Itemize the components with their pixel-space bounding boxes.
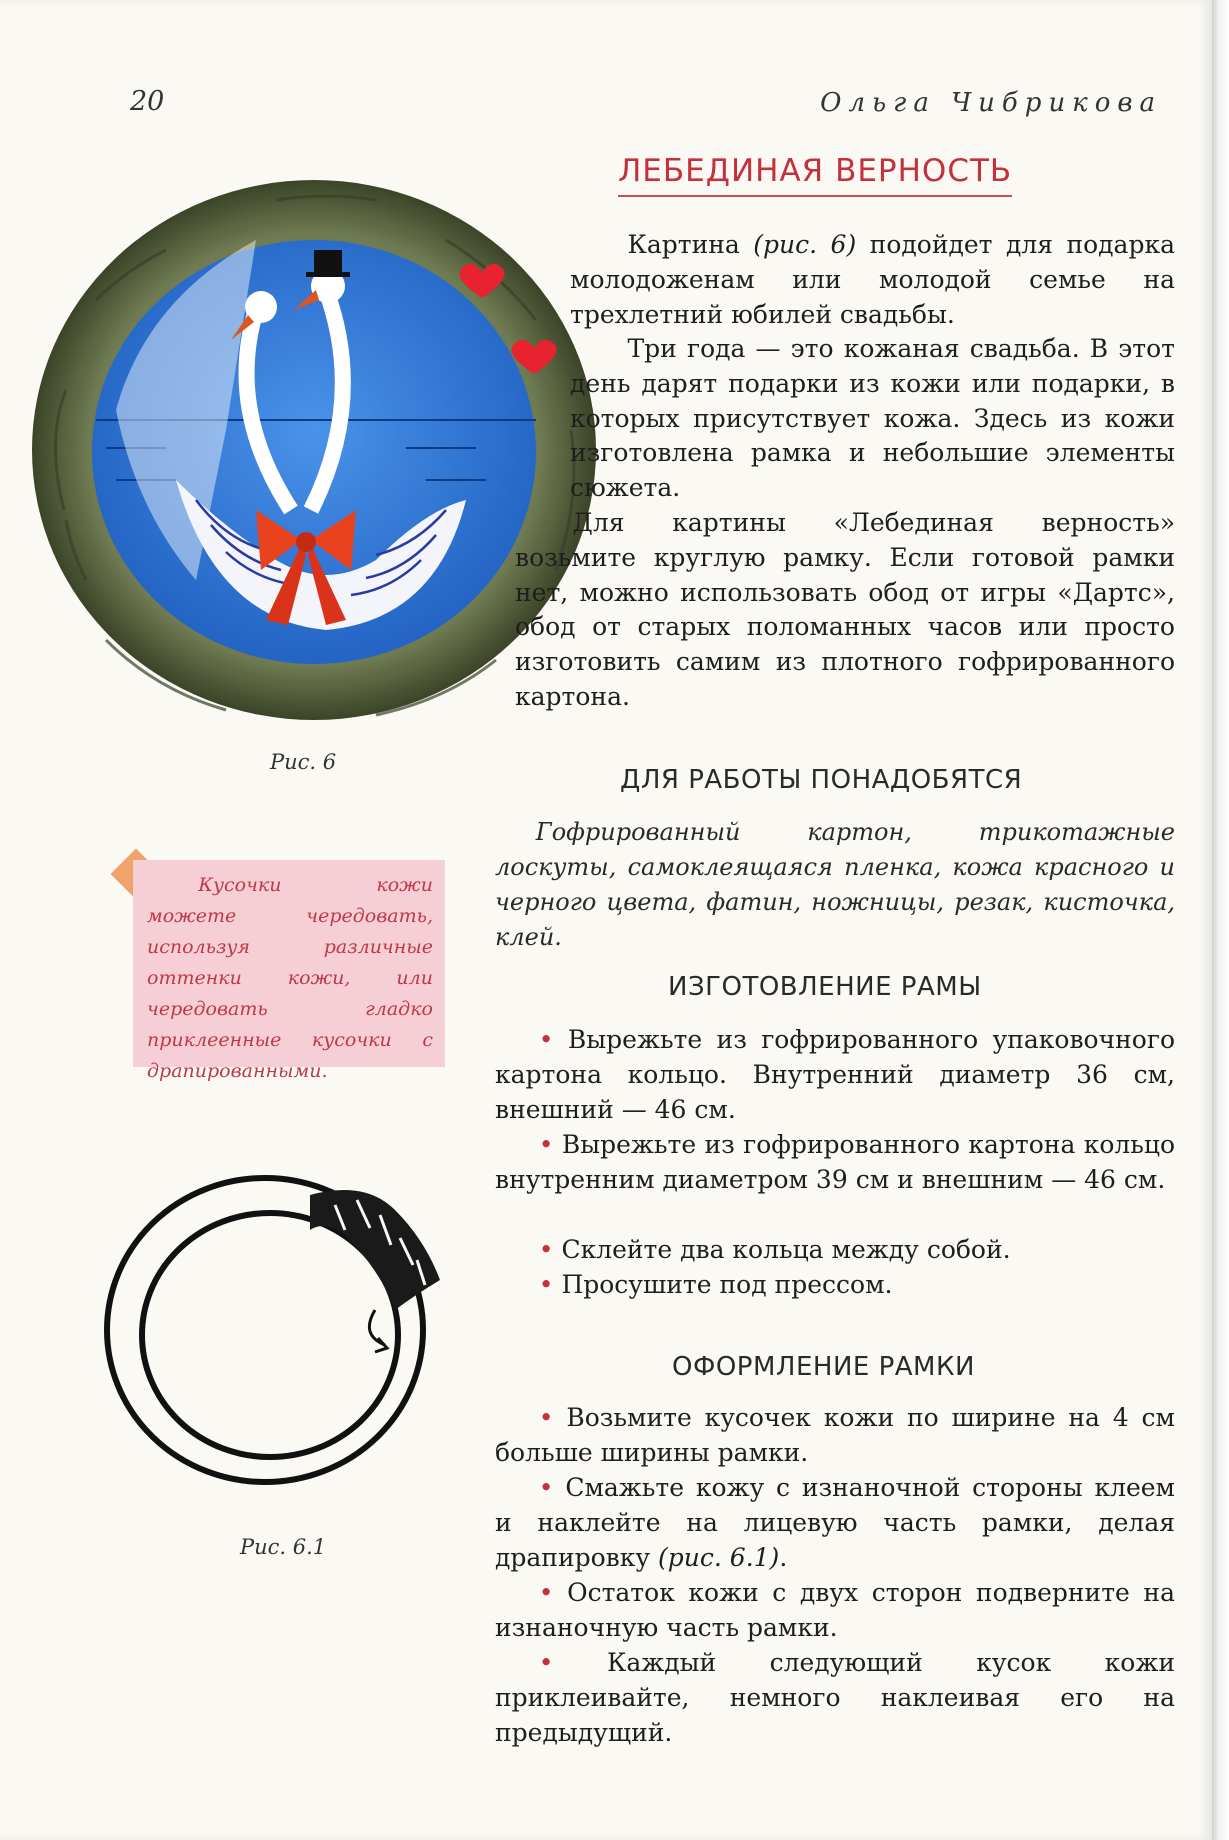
bullet-icon: • <box>538 1403 554 1432</box>
ring-drape-drawing <box>95 1160 455 1500</box>
figure-6-caption: Рис. 6 <box>270 750 337 774</box>
frame-decor-step-2: • Смажьте кожу с изнаночной стороны клеем и наклейте на лицевую часть рамки, делая драпировку (рис. 6.1). <box>495 1473 1175 1572</box>
frame-decor-step-4: • Каждый следующий кусок кожи приклеивайте, немного наклеивая его на предыдущий. <box>495 1648 1175 1747</box>
materials-list: Гофрированный картон, трикотажные лоскуты, самоклеящаяся пленка, кожа красного и черного цвета, фатин, ножницы, резак, кисточка, клей. <box>495 818 1175 951</box>
figure-6-1-caption: Рис. 6.1 <box>240 1535 327 1559</box>
bullet-icon: • <box>538 1648 554 1677</box>
frame-making-heading: ИЗГОТОВЛЕНИЕ РАМЫ <box>668 972 982 1002</box>
intro-paragraph-3: Для картины «Лебединая верность» возьмите круглую рамку. Если готовой рамки нет, можно использовать обод от игры «Дартс», обод от старых поломанных часов или просто изготовить самим из плотного гофрированного картона. <box>515 508 1175 711</box>
intro-paragraph-2: Три года — это кожаная свадьба. В этот день дарят подарки из кожи или подарки, в которых присутствует кожа. Здесь из кожи изготовлена рамка и небольшие элементы сюжета. <box>570 334 1175 503</box>
page-number: 20 <box>130 86 165 117</box>
article-title: ЛЕБЕДИНАЯ ВЕРНОСТЬ <box>618 153 1012 197</box>
bullet-icon: • <box>538 1130 554 1159</box>
tip-text: Кусочки кожи можете чередовать, используя различные оттенки кожи, или чередовать гладко приклеенные кусочки с драпированными. <box>147 874 433 1082</box>
intro-paragraph-1: Картина (рис. 6) подойдет для подарка молодоженам или молодой семье на трехлетний юбилей свадьбы. <box>570 230 1175 329</box>
running-header-author: Ольга Чибрикова <box>820 88 1162 118</box>
frame-making-step-4: • Просушите под прессом. <box>538 1270 893 1299</box>
materials-heading: ДЛЯ РАБОТЫ ПОНАДОБЯТСЯ <box>620 765 1023 795</box>
bullet-icon: • <box>538 1270 554 1299</box>
bullet-icon: • <box>538 1025 554 1054</box>
frame-making-step-2: • Вырежьте из гофрированного картона кольцо внутренним диаметром 39 см и внешним — 46 см. <box>495 1130 1176 1194</box>
frame-making-step-1: • Вырежьте из гофрированного упаковочного картона кольцо. Внутренний диаметр 36 см, внешний — 46 см. <box>495 1025 1175 1124</box>
frame-decor-step-3: • Остаток кожи с двух сторон подверните на изнаночную часть рамки. <box>495 1578 1175 1642</box>
figure-reference: (рис. 6) <box>753 230 857 259</box>
page-edge <box>1212 0 1229 1840</box>
bullet-icon: • <box>538 1578 554 1607</box>
figure-reference: (рис. 6.1) <box>658 1543 780 1572</box>
bullet-icon: • <box>538 1473 554 1502</box>
swan-picture-photo <box>26 180 596 735</box>
bullet-icon: • <box>538 1235 554 1264</box>
frame-decor-step-1: • Возьмите кусочек кожи по ширине на 4 см больше ширины рамки. <box>495 1403 1175 1467</box>
frame-making-step-3: • Склейте два кольца между собой. <box>538 1235 1011 1264</box>
frame-decor-heading: ОФОРМЛЕНИЕ РАМКИ <box>672 1352 975 1382</box>
